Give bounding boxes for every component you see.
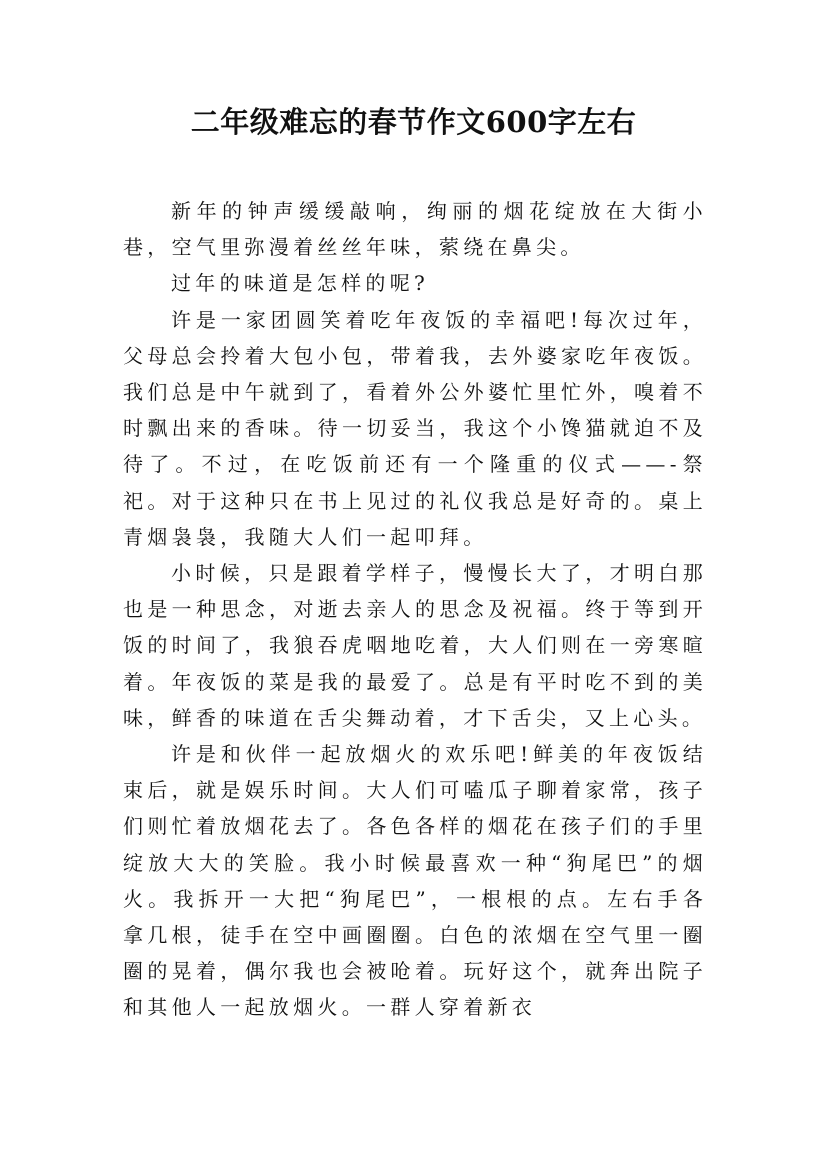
paragraph-4: 小时候，只是跟着学样子，慢慢长大了，才明白那也是一种思念，对逝去亲人的思念及祝福。终于等到开饭的时间了，我狼吞虎咽地吃着，大人们则在一旁寒暄着。年夜饭的菜是我的最爱了。总是有平时吃不到的美味，鲜香的味道在舌尖舞动着，才下舌尖，又上心头。	[123, 561, 707, 730]
paragraph-3: 许是一家团圆笑着吃年夜饭的幸福吧!每次过年，父母总会拎着大包小包，带着我，去外婆家吃年夜饭。我们总是中午就到了，看着外公外婆忙里忙外，嗅着不时飘出来的香味。待一切妥当，我这个小馋猫就迫不及待了。不过，在吃饭前还有一个隆重的仪式——-祭祀。对于这种只在书上见过的礼仪我总是好奇的。桌上青烟袅袅，我随大人们一起叩拜。	[123, 307, 707, 549]
paragraph-5: 许是和伙伴一起放烟火的欢乐吧!鲜美的年夜饭结束后，就是娱乐时间。大人们可嗑瓜子聊着家常，孩子们则忙着放烟花去了。各色各样的烟花在孩子们的手里绽放大大的笑脸。我小时候最喜欢一种“狗尾巴”的烟火。我拆开一大把“狗尾巴”，一根根的点。左右手各拿几根，徒手在空中画圈圈。白色的浓烟在空气里一圈圈的晃着，偶尔我也会被呛着。玩好这个，就奔出院子和其他人一起放烟火。一群人穿着新衣	[123, 742, 707, 1020]
paragraph-1: 新年的钟声缓缓敲响，绚丽的烟花绽放在大街小巷，空气里弥漫着丝丝年味，萦绕在鼻尖。	[123, 199, 707, 260]
paragraph-2: 过年的味道是怎样的呢?	[171, 271, 430, 296]
document-body	[123, 193, 707, 1026]
document-title: 二年级难忘的春节作文600字左右	[190, 105, 637, 139]
